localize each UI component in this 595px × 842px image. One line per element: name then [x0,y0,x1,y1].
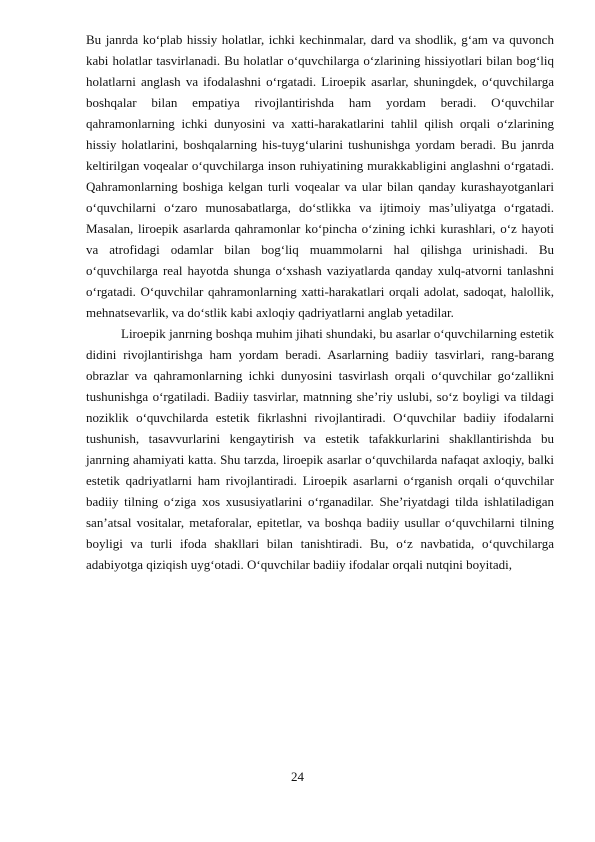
paragraph-2: Liroepik janrning boshqa muhim jihati shundaki, bu asarlar o‘quvchilarning estetik didini rivojlantirishga ham yordam beradi. Asarlarning badiiy tasvirlari, rang-barang obrazlar va qahramonlarning ichki dunyosini tasvirlash orqali o‘quvchilar go‘zallikni tushunishga o‘rgatiladi. Badiiy tasvirlar, matnning she’riy uslubi, so‘z boyligi va tildagi noziklik o‘quvchilarda estetik fikrlashni rivojlantiradi. O‘quvchilar badiiy ifodalarni tushunish, tasavvurlarini kengaytirish va estetik tafakkurlarini shakllantirishda bu janrning ahamiyati katta. Shu tarzda, liroepik asarlar o‘quvchilarda nafaqat axloqiy, balki estetik qadriyatlarni ham rivojlantiradi. Liroepik asarlarni o‘rganish orqali o‘quvchilar badiiy tilning o‘ziga xos xususiyatlarini o‘rganadilar. She’riyatdagi tilda ishlatiladigan san’atsal vositalar, metaforalar, epitetlar, va boshqa badiiy usullar o‘quvchilarni tilning boyligi va turli ifoda shakllari bilan tanishtiradi. Bu, o‘z navbatida, o‘quvchilarga adabiyotga qiziqish uyg‘otadi. O‘quvchilar badiiy ifodalar orqali nutqini boyitadi, [86,326,554,572]
page-number: 24 [291,769,304,784]
body-text [86,29,554,575]
paragraph-1: Bu janrda ko‘plab hissiy holatlar, ichki kechinmalar, dard va shodlik, g‘am va quvonch kabi holatlar tasvirlanadi. Bu holatlar o‘quvchilarga o‘zlarining hissiyotlari bilan bog‘liq holatlarni anglash va ifodalashni o‘rgatadi. Liroepik asarlar, shuningdek, o‘quvchilarga boshqalar bilan empatiya rivojlantirishda ham yordam beradi. O‘quvchilar qahramonlarning ichki dunyosini va xatti-harakatlarini tahlil qilish orqali o‘zlarining hissiy holatlarini, boshqalarning his-tuyg‘ularini tushunishga yordam beradi. Bu janrda keltirilgan voqealar o‘quvchilarga inson ruhiyatining murakkabligini anglashni o‘rgatadi. Qahramonlarning boshiga kelgan turli voqealar va ular bilan qanday kurashayotganlari o‘quvchilarni o‘zaro munosabatlarga, do‘stlikka va ijtimoiy mas’uliyatga o‘rgatadi. Masalan, liroepik asarlarda qahramonlar ko‘pincha o‘zining ichki kurashlari, o‘z hayoti va atrofidagi odamlar bilan bog‘liq muammolarni hal qilishga urinishadi. Bu o‘quvchilarga real hayotda shunga o‘xshash vaziyatlarda qanday xulq-atvorni tanlashni o‘rgatadi. O‘quvchilar qahramonlarning xatti-harakatlari orqali adolat, sadoqat, halollik, mehnatsevarlik, va do‘stlik kabi axloqiy qadriyatlarni anglab yetadilar. [86,32,554,320]
